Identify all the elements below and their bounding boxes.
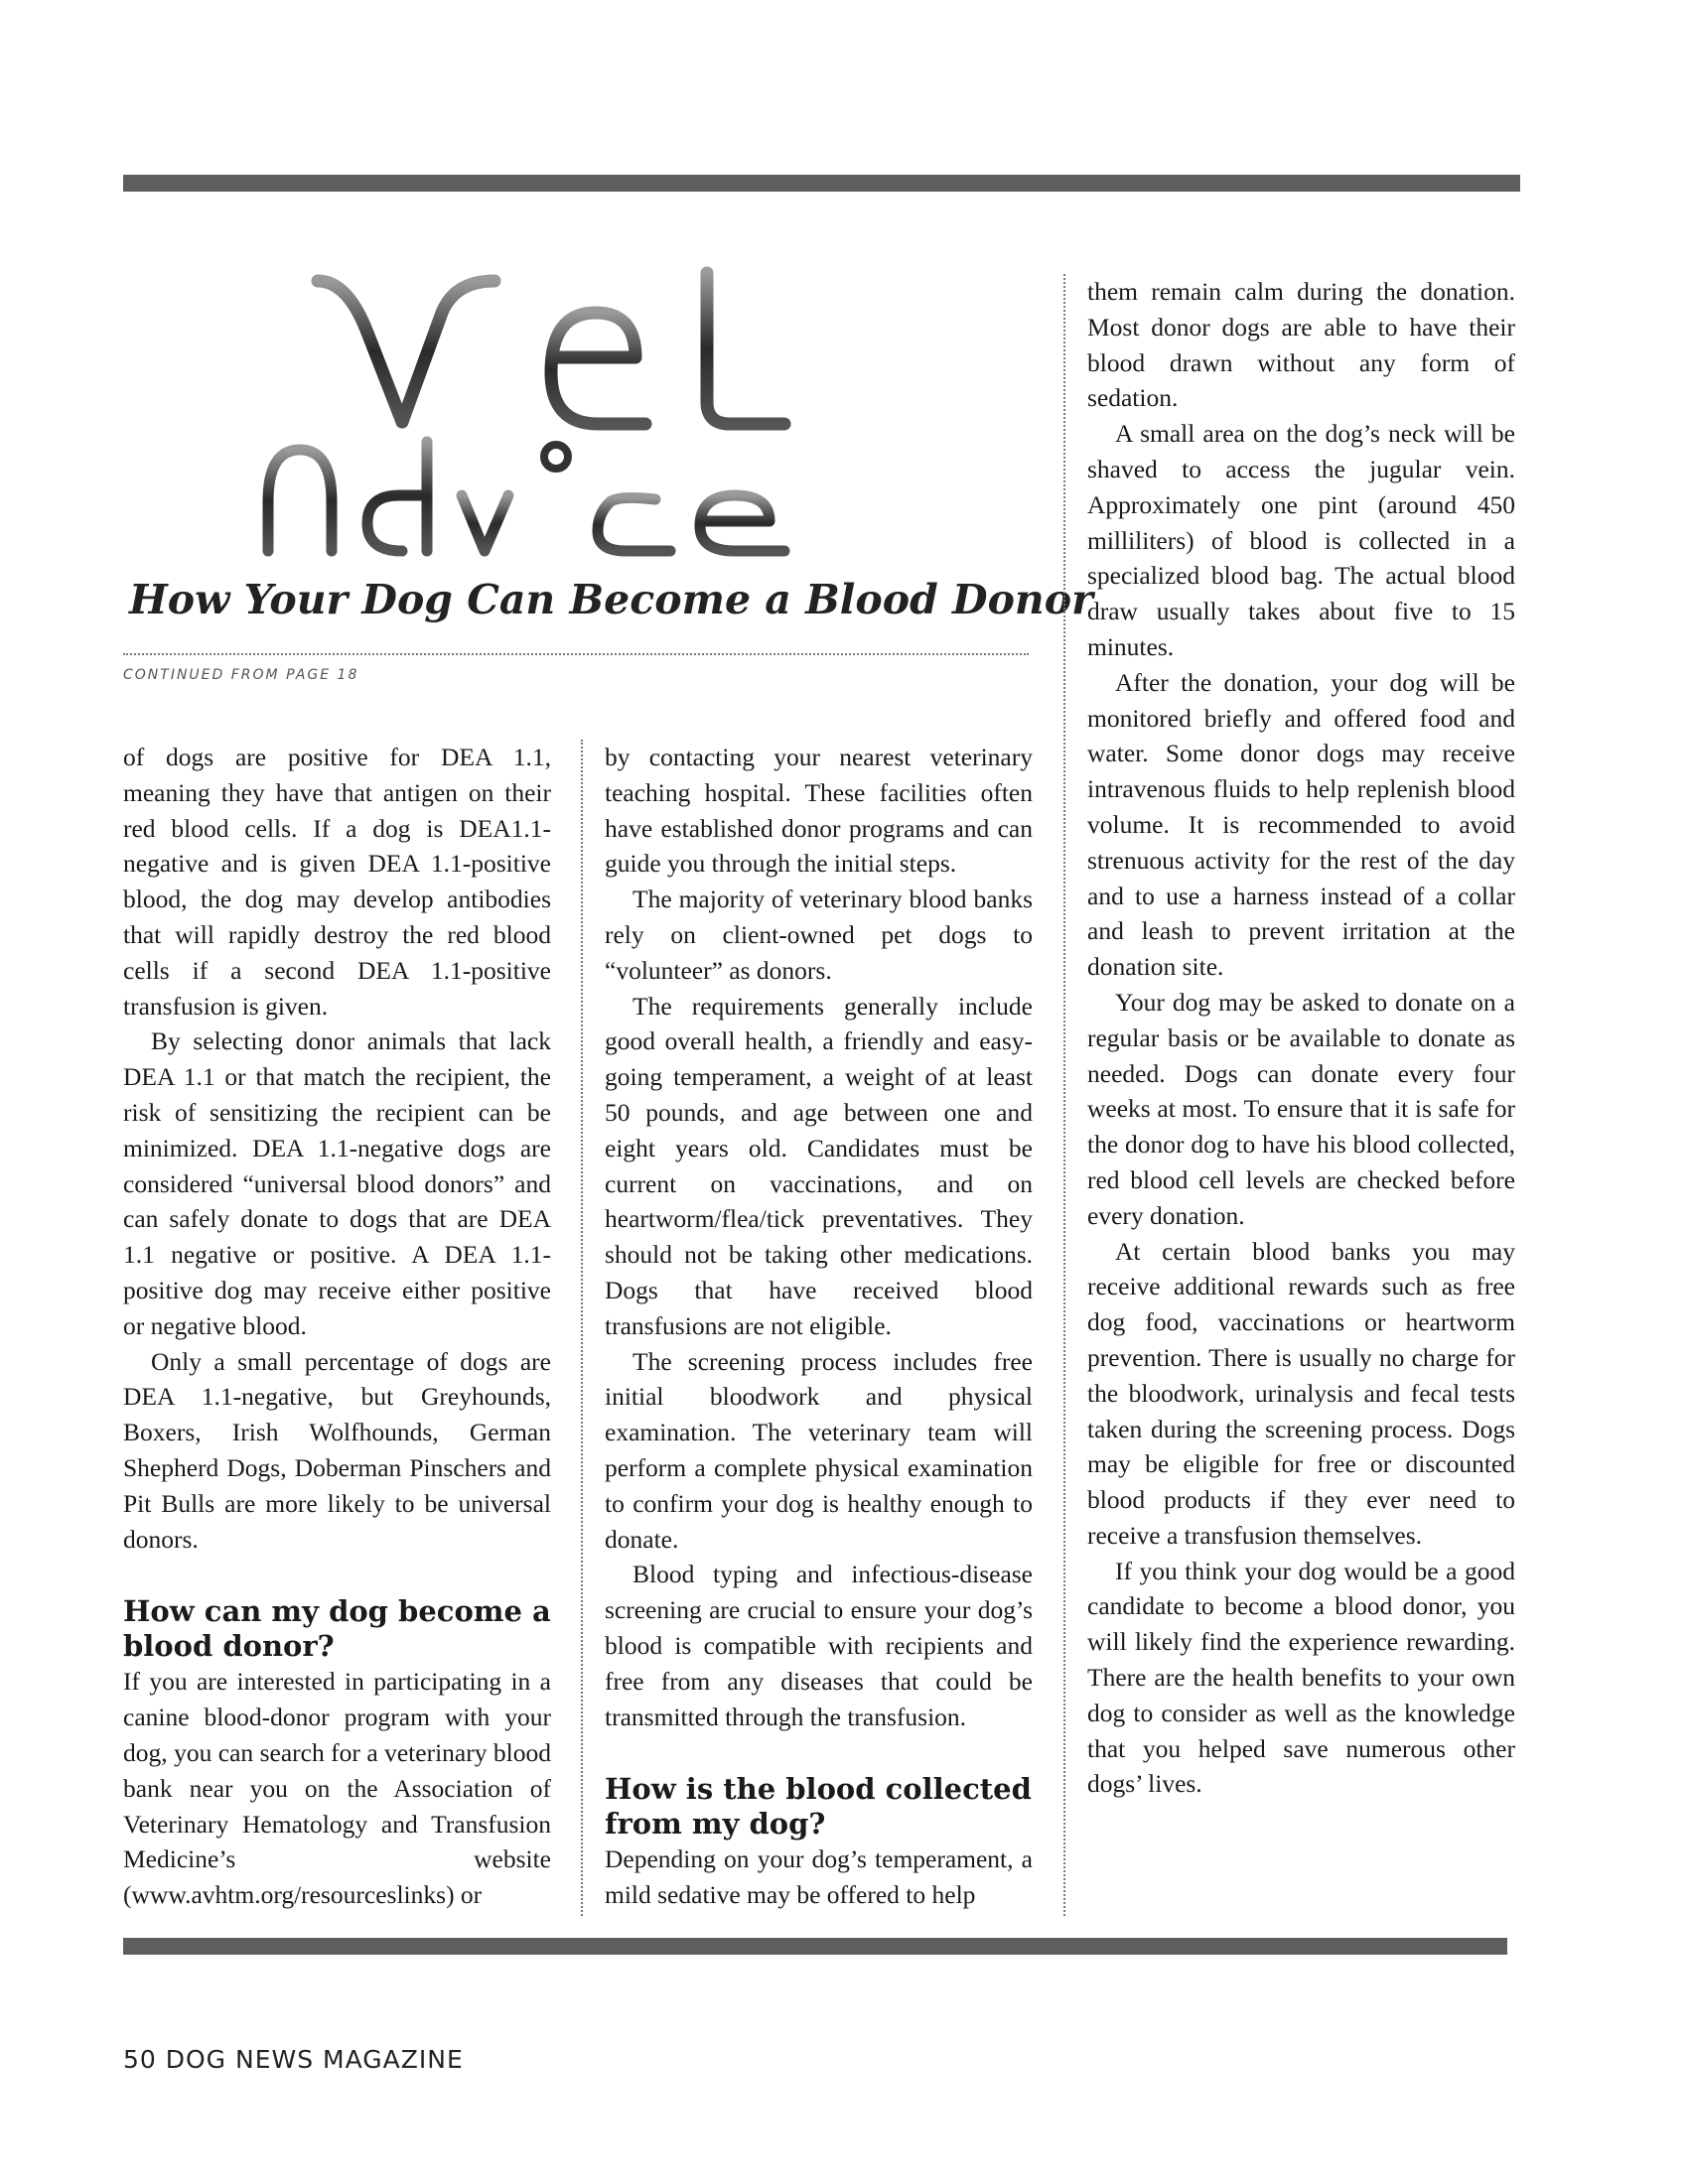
paragraph: After the donation, your dog will be monitored briefly and offered food and water. Some donor dogs may receive intravenous fluids to help replenish blood volume. It is recommended to avoid strenuous activity for the rest of the day and to use a harness instead of a collar and leash to prevent irritation at the donation site. (1087, 667, 1515, 982)
bottom-rule (123, 1938, 1507, 1955)
paragraph: By selecting donor animals that lack DEA 1.1 or that match the recipient, the risk of sensitizing the recipient can be minimized. DEA 1.1-negative dogs are considered “universal blood donors” and can safely donate to dogs that are DEA 1.1 negative or positive. A DEA 1.1-positive dog may receive either positive or negative blood. (123, 1026, 551, 1340)
top-rule (123, 175, 1520, 192)
paragraph: The majority of veterinary blood banks rely on client-owned pet dogs to “volunteer” as donors. (605, 885, 1033, 985)
column-divider-1 (581, 740, 583, 1916)
paragraph: The screening process includes free initial bloodwork and physical examination. The veterinary team will perform a complete physical examination to confirm your dog is healthy enough to donate. (605, 1346, 1033, 1554)
paragraph: Depending on your dog’s temperament, a mild sedative may be offered to help (605, 1844, 1033, 1910)
paragraph: Only a small percentage of dogs are DEA 1.1-negative, but Greyhounds, Boxers, Irish Wolfhounds, German Shepherd Dogs, Doberman Pinschers and Pit Bulls are more likely to be universal donors. (123, 1346, 551, 1554)
paragraph: them remain calm during the donation. Most donor dogs are able to have their blood drawn without any form of sedation. (1087, 277, 1515, 413)
paragraph: Your dog may be asked to donate on a regular basis or be available to donate as needed. Dogs can donate every four weeks at most. To ensure that it is safe for the donor dog to have his blood collected, red blood cell levels are checked before every donation. (1087, 987, 1515, 1230)
column-divider-2 (1063, 274, 1065, 1916)
continued-note: CONTINUED FROM PAGE 18 (123, 667, 359, 683)
page-footer: 50 DOG NEWS MAGAZINE (123, 2045, 464, 2074)
paragraph: The requirements generally include good overall health, a friendly and easy-going temperament, a weight of at least 50 pounds, and age between one and eight years old. Candidates must be current on vaccinations, and on heartworm/flea/tick preventatives. They should not be taking other medications. Dogs that have received blood transfusions are not eligible. (605, 991, 1033, 1340)
paragraph: If you think your dog would be a good candidate to become a blood donor, you will likely find the experience rewarding. There are the health benefits to your own dog to consider as well as the knowledge that you helped save numerous other dogs’ lives. (1087, 1556, 1515, 1799)
title-divider (123, 653, 1029, 655)
paragraph: A small area on the dog’s neck will be shaved to access the jugular vein. Approximately one pint (around 450 milliliters) of blood is collected in a specialized blood bag. The actual blood draw usually takes about five to 15 minutes. (1087, 419, 1515, 661)
article-column-1 (123, 740, 551, 1913)
section-heading: How is the blood collected from my dog? (605, 1772, 1032, 1842)
article-column-3 (1087, 274, 1515, 1802)
paragraph: If you are interested in participating in a canine blood-donor program with your dog, you can search for a veterinary blood bank near you on the Association of Veterinary Hematology and Transfusion Medicine’s website (www.avhtm.org/resourceslinks) or (123, 1667, 551, 1910)
paragraph: of dogs are positive for DEA 1.1, meaning they have that antigen on their red blood cells. If a dog is DEA1.1-negative and is given DEA 1.1-positive blood, the dog may develop antibodies that will rapidly destroy the red blood cells if a second DEA 1.1-positive transfusion is given. (123, 743, 551, 1021)
vet-advice-logo (228, 253, 958, 571)
article-title: How Your Dog Can Become a Blood Donor (129, 576, 1093, 623)
section-heading: How can my dog become a blood donor? (123, 1594, 551, 1664)
article-column-2 (605, 740, 1033, 1913)
paragraph: Blood typing and infectious-disease screening are crucial to ensure your dog’s blood is compatible with recipients and free from any diseases that could be transmitted through the transfusion. (605, 1560, 1033, 1731)
paragraph: At certain blood banks you may receive additional rewards such as free dog food, vaccinations or heartworm prevention. There is usually no charge for the bloodwork, urinalysis and fecal tests taken during the screening process. Dogs may be eligible for free or discounted blood products if they ever need to receive a transfusion themselves. (1087, 1236, 1515, 1550)
paragraph: by contacting your nearest veterinary teaching hospital. These facilities often have established donor programs and can guide you through the initial steps. (605, 743, 1033, 879)
